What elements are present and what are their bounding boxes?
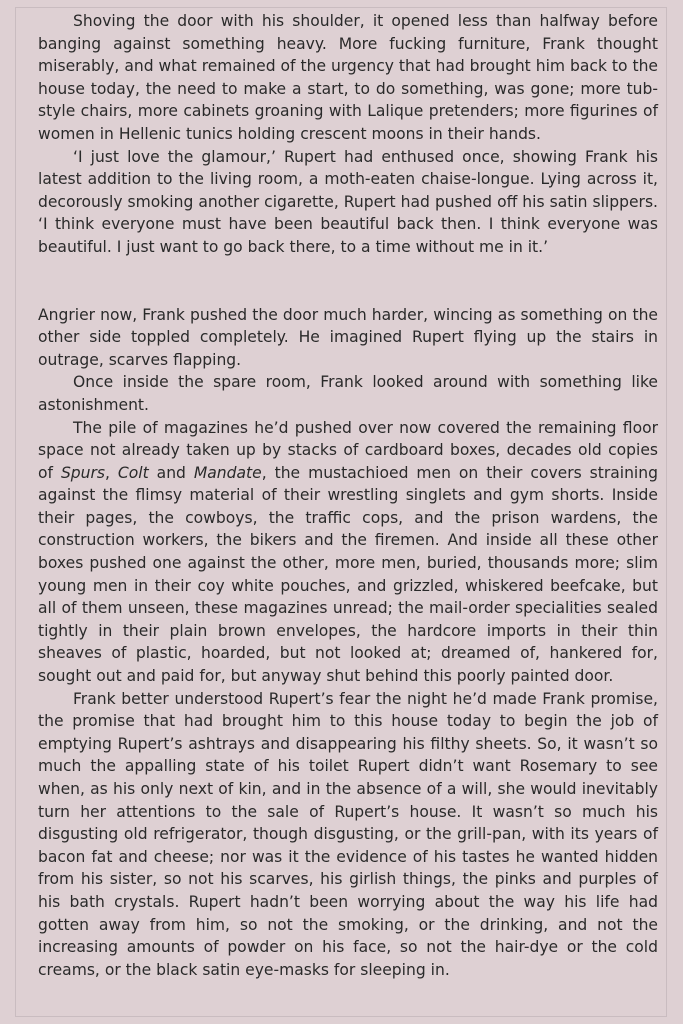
paragraph-5-sep-1: , (105, 463, 118, 482)
document-body (38, 10, 658, 981)
paragraph-3: Angrier now, Frank pushed the door much harder, wincing as something on the other side toppled completely. He imagined Rupert flying up the stairs in outrage, scarves flapping. (38, 305, 658, 369)
paragraph-4: Once inside the spare room, Frank looked around with something like astonishment. (38, 373, 658, 414)
paragraph-6: Frank better understood Rupert’s fear the night he’d made Frank promise, the promise that had brought him to this house today to begin the job of emptying Rupert’s ashtrays and disappearing his filthy sheets. So, it wasn’t so much the appalling state of his toilet Rupert didn’t want Rosemary to see when, as his only next of kin, and in the absence of a will, she would inevitably turn her attentions to the sale of Rupert’s house. It wasn’t so much his disgusting old refrigerator, though disgusting, or the grill-pan, with its years of bacon fat and cheese; nor was it the evidence of his tastes he wanted hidden from his sister, so not his scarves, his girlish things, the pinks and purples of his bath crystals. Rupert hadn’t been worrying about the way his life had gotten away from him, so not the smoking, or the drinking, and not the increasing amounts of powder on his face, so not the hair-dye or the cold creams, or the black satin eye-masks for sleeping in. (38, 689, 658, 979)
paragraph-5-sep-2: and (148, 463, 194, 482)
magazine-title-spurs: Spurs (60, 463, 106, 482)
magazine-title-mandate: Mandate (193, 463, 262, 482)
paragraph-2: ‘I just love the glamour,’ Rupert had enthused once, showing Frank his latest addition to the living room, a moth-eaten chaise-longue. Lying across it, decorously smoking another cigarette, Rupert had pushed off his satin slippers. ‘I think everyone must have been beautiful back then. I think everyone was beautiful. I just want to go back there, to a time without me in it.’ (38, 147, 658, 256)
magazine-title-colt: Colt (117, 463, 149, 482)
section-break (38, 259, 658, 304)
page (15, 7, 667, 1017)
paragraph-5-text-b: , the mustachioed men on their covers straining against the flimsy material of their wrestling singlets and gym shorts. Inside their pages, the cowboys, the traffic cops, and the prison wardens, the construction workers, the bikers and the firemen. And inside all these other boxes pushed one against the other, more men, buried, thousands more; slim young men in their coy white pouches, and grizzled, whiskered beefcake, but all of them unseen, these magazines unread; the mail-order specialities sealed tightly in their plain brown envelopes, the hardcore imports in their thin sheaves of plastic, hoarded, but not looked at; dreamed of, hankered for, sought out and paid for, but anyway shut behind this poorly painted door. (38, 463, 658, 686)
paragraph-5-text-a: The pile of magazines he’d pushed over now covered the remaining floor space not already taken up by stacks of cardboard boxes, decades old copies of (38, 418, 658, 482)
paragraph-1: Shoving the door with his shoulder, it opened less than halfway before banging against something heavy. More fucking furniture, Frank thought miserably, and what remained of the urgency that had brought him back to the house today, the need to make a start, to do something, was gone; more tub-style chairs, more cabinets groaning with Lalique pretenders; more figurines of women in Hellenic tunics holding crescent moons in their hands. (38, 12, 658, 143)
paragraph-5 (38, 417, 658, 688)
